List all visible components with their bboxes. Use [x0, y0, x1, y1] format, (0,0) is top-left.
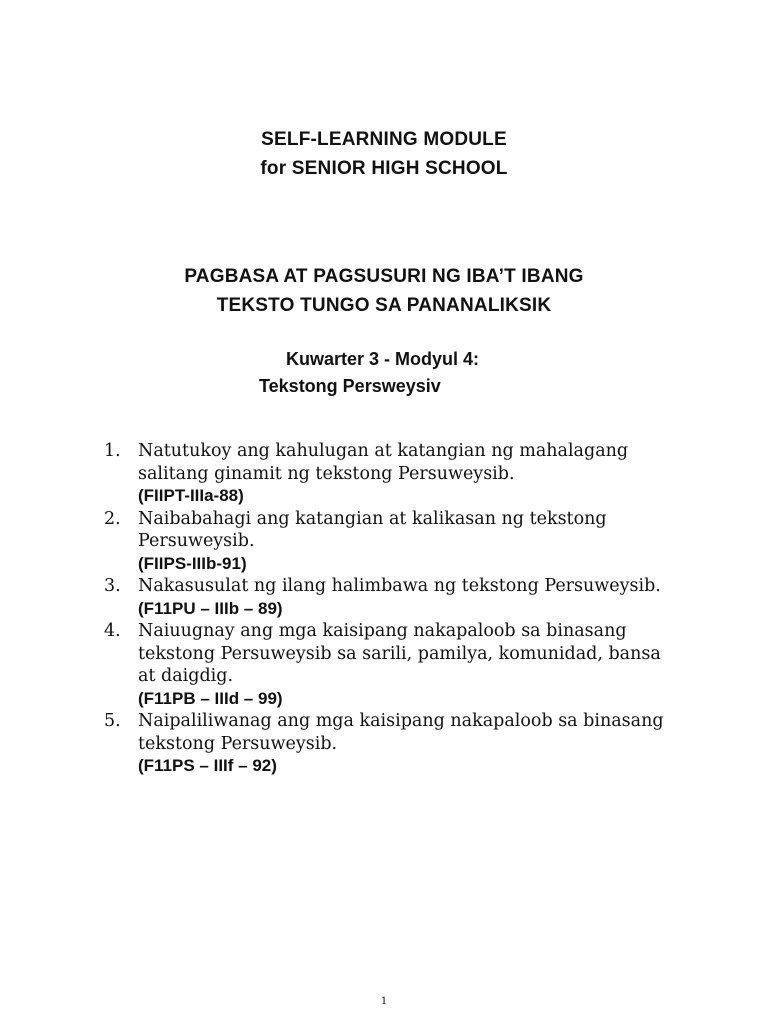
- quarter-module-label: Kuwarter 3 - Modyul 4:: [286, 349, 480, 369]
- competency-code: (F11PU – IIIb – 89): [138, 598, 283, 618]
- objective-text: Natutukoy ang kahulugan at katangian ng mahalagang salitang ginamit ng tekstong Persuweysib.: [138, 441, 629, 484]
- competency-code: (FIIPS-IIIb-91): [138, 553, 247, 573]
- objective-number: 3.: [104, 576, 121, 596]
- objective-item: [104, 710, 664, 778]
- objectives-list: [104, 440, 664, 778]
- objective-number: 1.: [104, 441, 121, 461]
- competency-code: (F11PB – IIId – 99): [138, 688, 283, 708]
- objective-text: Naiuugnay ang mga kaisipang nakapaloob sa binasang tekstong Persuweysib sa sarili, pamilya, komunidad, bansa at daigdig.: [138, 621, 661, 686]
- competency-code: (FIIPT-IIIa-88): [138, 486, 244, 505]
- competency-code: (F11PS – IIIf – 92): [138, 756, 277, 775]
- subject-title-line-1: PAGBASA AT PAGSUSURI NG IBA’T IBANG: [184, 266, 584, 287]
- module-title-line-2: for SENIOR HIGH SCHOOL: [260, 158, 508, 179]
- topic-title: Tekstong Persweysiv: [259, 376, 441, 396]
- objective-item: [104, 620, 664, 710]
- module-title-line-1: SELF-LEARNING MODULE: [261, 129, 507, 150]
- objective-number: 5.: [104, 711, 121, 731]
- objective-text: Nakasusulat ng ilang halimbawa ng tekstong Persuweysib.: [138, 576, 661, 596]
- objective-item: [104, 440, 664, 508]
- objective-text: Naipaliliwanag ang mga kaisipang nakapaloob sa binasang tekstong Persuweysib.: [138, 711, 664, 754]
- objective-item: [104, 508, 664, 576]
- objective-number: 4.: [104, 621, 121, 641]
- objective-item: [104, 575, 664, 620]
- objective-number: 2.: [104, 508, 121, 529]
- objective-text: Naibabahagi ang katangian at kalikasan ng tekstong Persuweysib.: [138, 508, 607, 551]
- subject-title-line-2: TEKSTO TUNGO SA PANANALIKSIK: [216, 295, 552, 316]
- page-number: 1: [380, 996, 388, 1007]
